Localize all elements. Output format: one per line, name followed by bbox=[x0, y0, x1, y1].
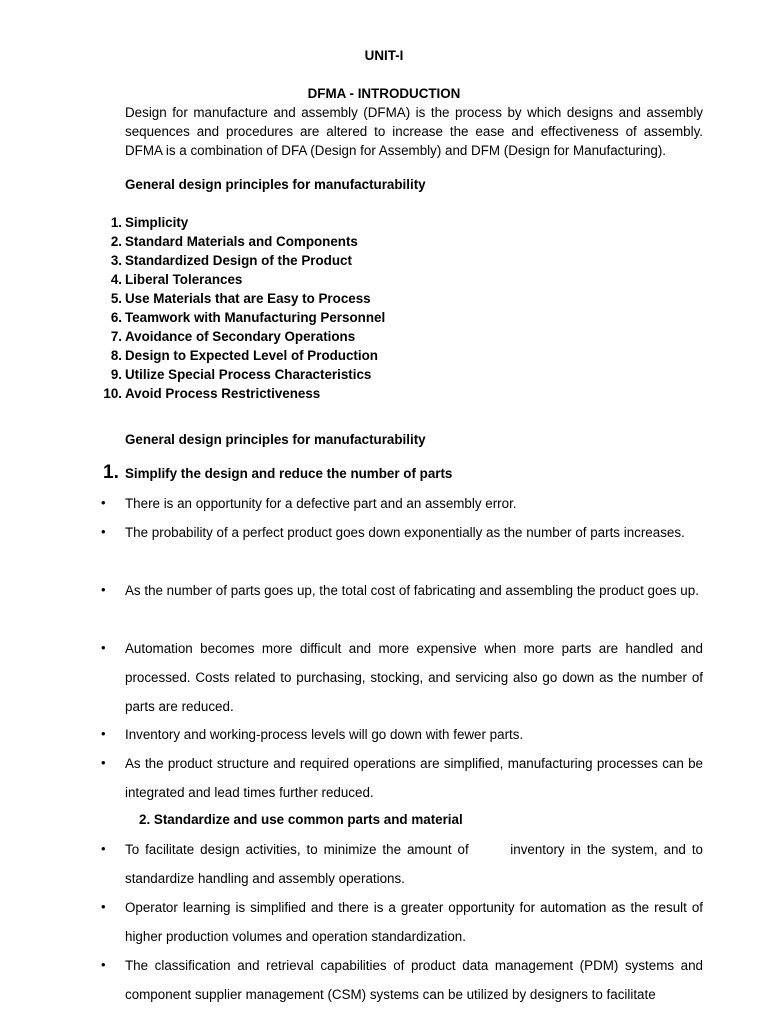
list-item: As the product structure and required operations are simplified, manufacturing processes can be integrated and lead times further reduced. bbox=[125, 756, 703, 800]
list-item: Automation becomes more difficult and more expensive when more parts are handled and processed. Costs related to purchasing, stocking, and servicing also go down as the number of parts are reduced. bbox=[125, 641, 703, 714]
bullet-icon: • bbox=[101, 524, 106, 539]
bullet-icon: • bbox=[101, 755, 106, 770]
intro-paragraph: Design for manufacture and assembly (DFMA) is the process by which designs and assembly sequences and procedures are altered to increase the ease and effectiveness of assembly. DFMA is a combination of DFA (Design for Assembly) and DFM (Design for Manufacturing). bbox=[125, 105, 703, 158]
list-item-number: 9. bbox=[110, 367, 122, 382]
list-item-number: 5. bbox=[110, 291, 122, 306]
principles-heading-2: General design principles for manufacturability bbox=[125, 432, 426, 447]
bullet-icon: • bbox=[101, 899, 106, 914]
list-item: Liberal Tolerances bbox=[125, 272, 243, 287]
list-item-number: 6. bbox=[110, 310, 122, 325]
unit-title: UNIT-I bbox=[364, 48, 404, 63]
list-item-number: 7. bbox=[110, 329, 122, 344]
list-item: Avoidance of Secondary Operations bbox=[125, 329, 356, 344]
list-item-number: 8. bbox=[110, 348, 122, 363]
list-item: Avoid Process Restrictiveness bbox=[125, 386, 321, 401]
bullet-icon: • bbox=[101, 582, 106, 597]
list-item-number: 3. bbox=[110, 253, 122, 268]
list-item: Operator learning is simplified and there is a greater opportunity for automation as the result of higher production volumes and operation standardization. bbox=[125, 900, 703, 944]
list-item-number: 10. bbox=[103, 386, 122, 401]
bullet-icon: • bbox=[101, 841, 106, 856]
list-item: Use Materials that are Easy to Process bbox=[125, 291, 371, 306]
list-item-number: 1. bbox=[110, 215, 122, 230]
section-title: DFMA - INTRODUCTION bbox=[307, 86, 461, 101]
section-2-title: 2. Standardize and use common parts and material bbox=[139, 812, 463, 827]
list-item-number: 2. bbox=[110, 234, 122, 249]
section-1-number: 1. bbox=[103, 462, 119, 483]
list-item: Teamwork with Manufacturing Personnel bbox=[125, 310, 386, 325]
list-item: Standardized Design of the Product bbox=[125, 253, 352, 268]
list-item: Standard Materials and Components bbox=[125, 234, 358, 249]
list-item: The probability of a perfect product goes down exponentially as the number of parts increases. bbox=[125, 525, 685, 540]
list-item: As the number of parts goes up, the total cost of fabricating and assembling the product goes up. bbox=[125, 583, 699, 598]
list-item: The classification and retrieval capabilities of product data management (PDM) systems and component supplier management (CSM) systems can be utilized by designers to facilitate bbox=[125, 958, 703, 1002]
bullet-icon: • bbox=[101, 640, 106, 655]
list-item: There is an opportunity for a defective part and an assembly error. bbox=[125, 496, 517, 511]
list-item: Simplicity bbox=[125, 215, 189, 230]
list-item: Design to Expected Level of Production bbox=[125, 348, 378, 363]
list-item-number: 4. bbox=[110, 272, 122, 287]
section-1-title: Simplify the design and reduce the number of parts bbox=[125, 466, 453, 481]
list-item: To facilitate design activities, to minimize the amount of inventory in the system, and to standardize handling and assembly operations. bbox=[125, 842, 707, 886]
list-item: Inventory and working-process levels will go down with fewer parts. bbox=[125, 727, 524, 742]
bullet-icon: • bbox=[101, 957, 106, 972]
bullet-icon: • bbox=[101, 726, 106, 741]
principles-heading: General design principles for manufacturability bbox=[125, 177, 426, 192]
bullet-icon: • bbox=[101, 495, 106, 510]
list-item: Utilize Special Process Characteristics bbox=[125, 367, 372, 382]
